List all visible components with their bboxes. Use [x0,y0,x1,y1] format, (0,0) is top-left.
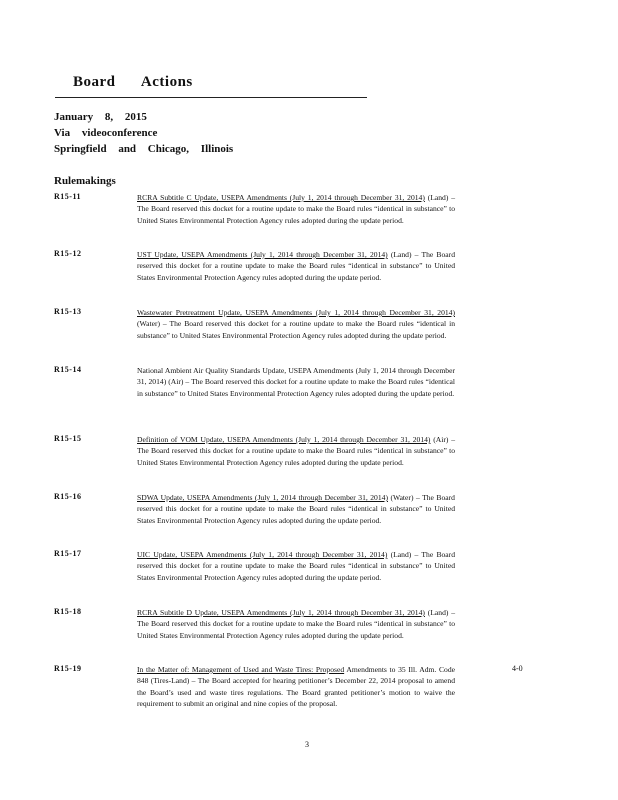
item-heading: National Ambient Air Quality Standards Update, USEPA Amendments (July 1, 2014 through December 31, 2014) [137,366,455,387]
page-number: 3 [305,740,309,749]
section-title: Rulemakings [54,175,116,187]
item-body [137,249,455,283]
meeting-via: Via videoconference [54,127,158,139]
docket-number: R15-16 [54,492,82,501]
item-text: (Land) – The Board reserved this docket for a routine update to make the Board rules “identical in substance” to United States Environmental Protection Agency rules adopted during the update period. [137,250,455,282]
docket-number: R15-12 [54,249,82,258]
item-heading: RCRA Subtitle C Update, USEPA Amendments (July 1, 2014 through December 31, 2014) [137,193,425,202]
docket-number: R15-15 [54,434,82,443]
title-underline [55,97,367,98]
docket-number: R15-11 [54,192,81,201]
meeting-location: Springfield and Chicago, Illinois [54,143,234,155]
docket-number: R15-18 [54,607,82,616]
item-body [137,549,455,583]
item-text: (Water) – The Board reserved this docket for a routine update to make the Board rules “identical in substance” to United States Environmental Protection Agency rules adopted during the update period. [137,319,455,340]
item-text: Amendments to 35 Ill. Adm. Code 848 (Tires-Land) – The Board accepted for hearing petitioner’s December 22, 2014 proposal to amend the Board’s used and waste tires regulations. The Board granted petitioner’s motion to waive the requirement to submit an original and nine copies of the proposal. [137,665,455,709]
docket-number: R15-13 [54,307,82,316]
item-text: (Land) – The Board reserved this docket for a routine update to make the Board rules “identical in substance” to United States Environmental Protection Agency rules adopted during the update period. [137,608,455,640]
item-body [137,664,455,710]
item-text: (Land) – The Board reserved this docket for a routine update to make the Board rules “identical in substance” to United States Environmental Protection Agency rules adopted during the update period. [137,193,455,225]
item-heading: In the Matter of: Management of Used and Waste Tires: Proposed [137,665,345,674]
item-body [137,434,455,468]
item-heading: Definition of VOM Update, USEPA Amendments (July 1, 2014 through December 31, 2014) [137,435,431,444]
item-text: (Land) – The Board reserved this docket for a routine update to make the Board rules “identical in substance” to United States Environmental Protection Agency rules adopted during the update period. [137,550,456,582]
item-body [137,607,455,641]
item-heading: UST Update, USEPA Amendments (July 1, 2014 through December 31, 2014) [137,250,388,259]
docket-number: R15-14 [54,365,82,374]
meeting-date: January 8, 2015 [54,111,147,123]
item-body [137,307,455,341]
item-text: (Air) – The Board reserved this docket for a routine update to make the Board rules “identical in substance” to United States Environmental Protection Agency rules adopted during the update period. [137,435,455,467]
page-title: Board Actions [73,74,193,90]
item-body [137,492,455,526]
item-heading: SDWA Update, USEPA Amendments (July 1, 2014 through December 31, 2014) [137,493,388,502]
item-text: (Water) – The Board reserved this docket for a routine update to make the Board rules “identical in substance” to United States Environmental Protection Agency rules adopted during the update period. [137,493,455,525]
item-heading: RCRA Subtitle D Update, USEPA Amendments (July 1, 2014 through December 31, 2014) [137,608,425,617]
docket-number: R15-17 [54,549,82,558]
vote-count: 4-0 [512,664,523,673]
item-text: (Air) – The Board reserved this docket for a routine update to make the Board rules “identical in substance” to United States Environmental Protection Agency rules adopted during the update period. [137,377,455,398]
item-body [137,365,455,399]
item-body [137,192,455,226]
docket-number: R15-19 [54,664,82,673]
item-heading: UIC Update, USEPA Amendments (July 1, 2014 through December 31, 2014) [137,550,388,559]
item-heading: Wastewater Pretreatment Update, USEPA Amendments (July 1, 2014 through December 31, 2014) [137,308,455,317]
